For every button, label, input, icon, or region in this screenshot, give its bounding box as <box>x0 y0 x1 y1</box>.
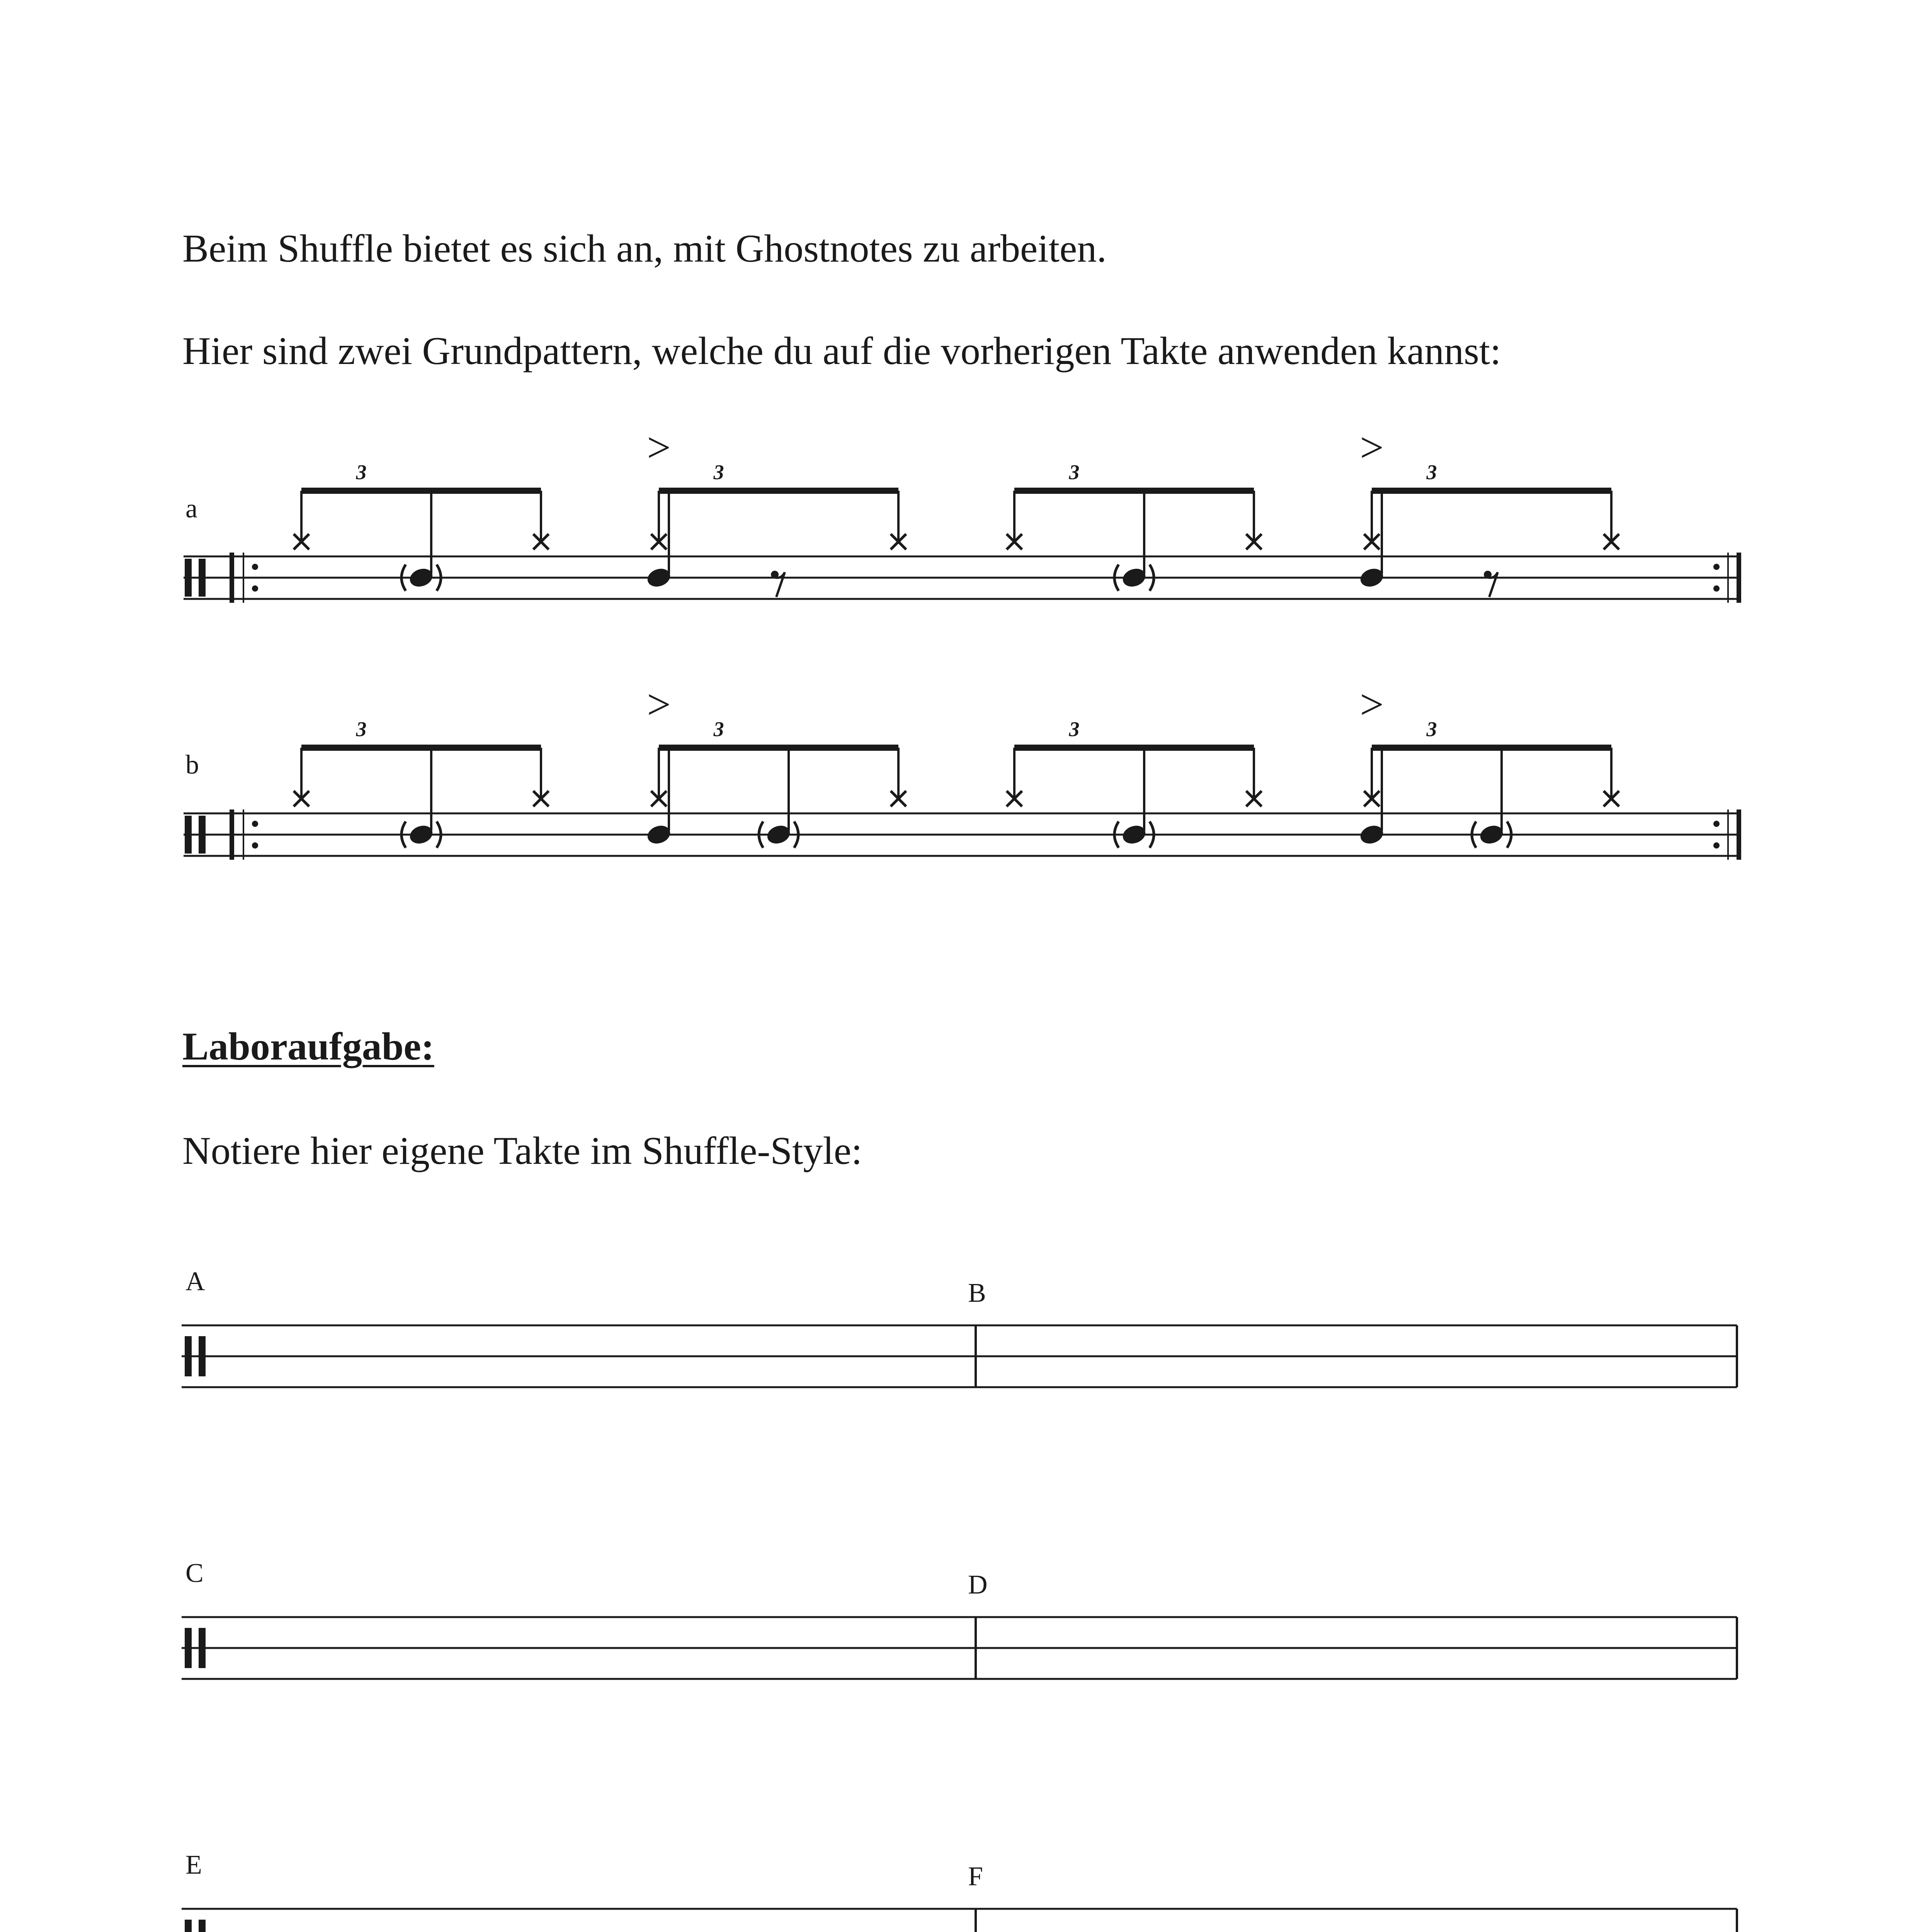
percussion-clef-icon <box>199 816 206 854</box>
triplet-number: 3 <box>713 718 724 741</box>
repeat-dot <box>1713 842 1720 849</box>
repeat-dot <box>252 821 258 827</box>
measure-label-a: A <box>185 1267 205 1296</box>
percussion-clef-icon <box>185 1920 192 1932</box>
triplet-number: 3 <box>713 461 724 484</box>
accent-mark: > <box>646 681 671 728</box>
percussion-clef-icon <box>199 1336 206 1376</box>
repeat-dot <box>252 564 258 570</box>
accent-mark: > <box>1359 424 1384 471</box>
percussion-clef-icon <box>185 1628 192 1668</box>
triplet-number: 3 <box>356 461 367 484</box>
percussion-clef-icon <box>199 1920 206 1932</box>
task-heading: Laboraufgabe: <box>182 1025 434 1068</box>
triplet-number: 3 <box>356 718 367 741</box>
repeat-dot <box>1713 564 1720 570</box>
accent-mark: > <box>1359 681 1384 728</box>
measure-label-f: F <box>968 1862 983 1891</box>
repeat-dot <box>252 842 258 849</box>
percussion-clef-icon <box>199 1628 206 1668</box>
percussion-clef-icon <box>185 1336 192 1376</box>
measure-label-b: B <box>968 1278 986 1308</box>
intro-line-1: Beim Shuffle bietet es sich an, mit Ghostnotes zu arbeiten. <box>182 227 1107 270</box>
pattern-label-a: a <box>185 494 198 524</box>
task-instruction: Notiere hier eigene Takte im Shuffle-Style: <box>182 1129 862 1173</box>
measure-label-d: D <box>968 1570 988 1600</box>
repeat-dot <box>1713 585 1720 592</box>
triplet-number: 3 <box>1426 461 1437 484</box>
measure-label-e: E <box>185 1850 202 1880</box>
repeat-dot <box>1713 821 1720 827</box>
intro-line-2: Hier sind zwei Grundpattern, welche du auf die vorherigen Takte anwenden kannst: <box>182 329 1501 373</box>
repeat-dot <box>252 585 258 592</box>
percussion-clef-icon <box>199 559 206 597</box>
triplet-number: 3 <box>1426 718 1437 741</box>
accent-mark: > <box>646 424 671 471</box>
pattern-label-b: b <box>185 750 199 780</box>
measure-label-c: C <box>185 1558 204 1588</box>
percussion-clef-icon <box>185 559 192 597</box>
percussion-clef-icon <box>185 816 192 854</box>
triplet-number: 3 <box>1069 461 1080 484</box>
triplet-number: 3 <box>1069 718 1080 741</box>
